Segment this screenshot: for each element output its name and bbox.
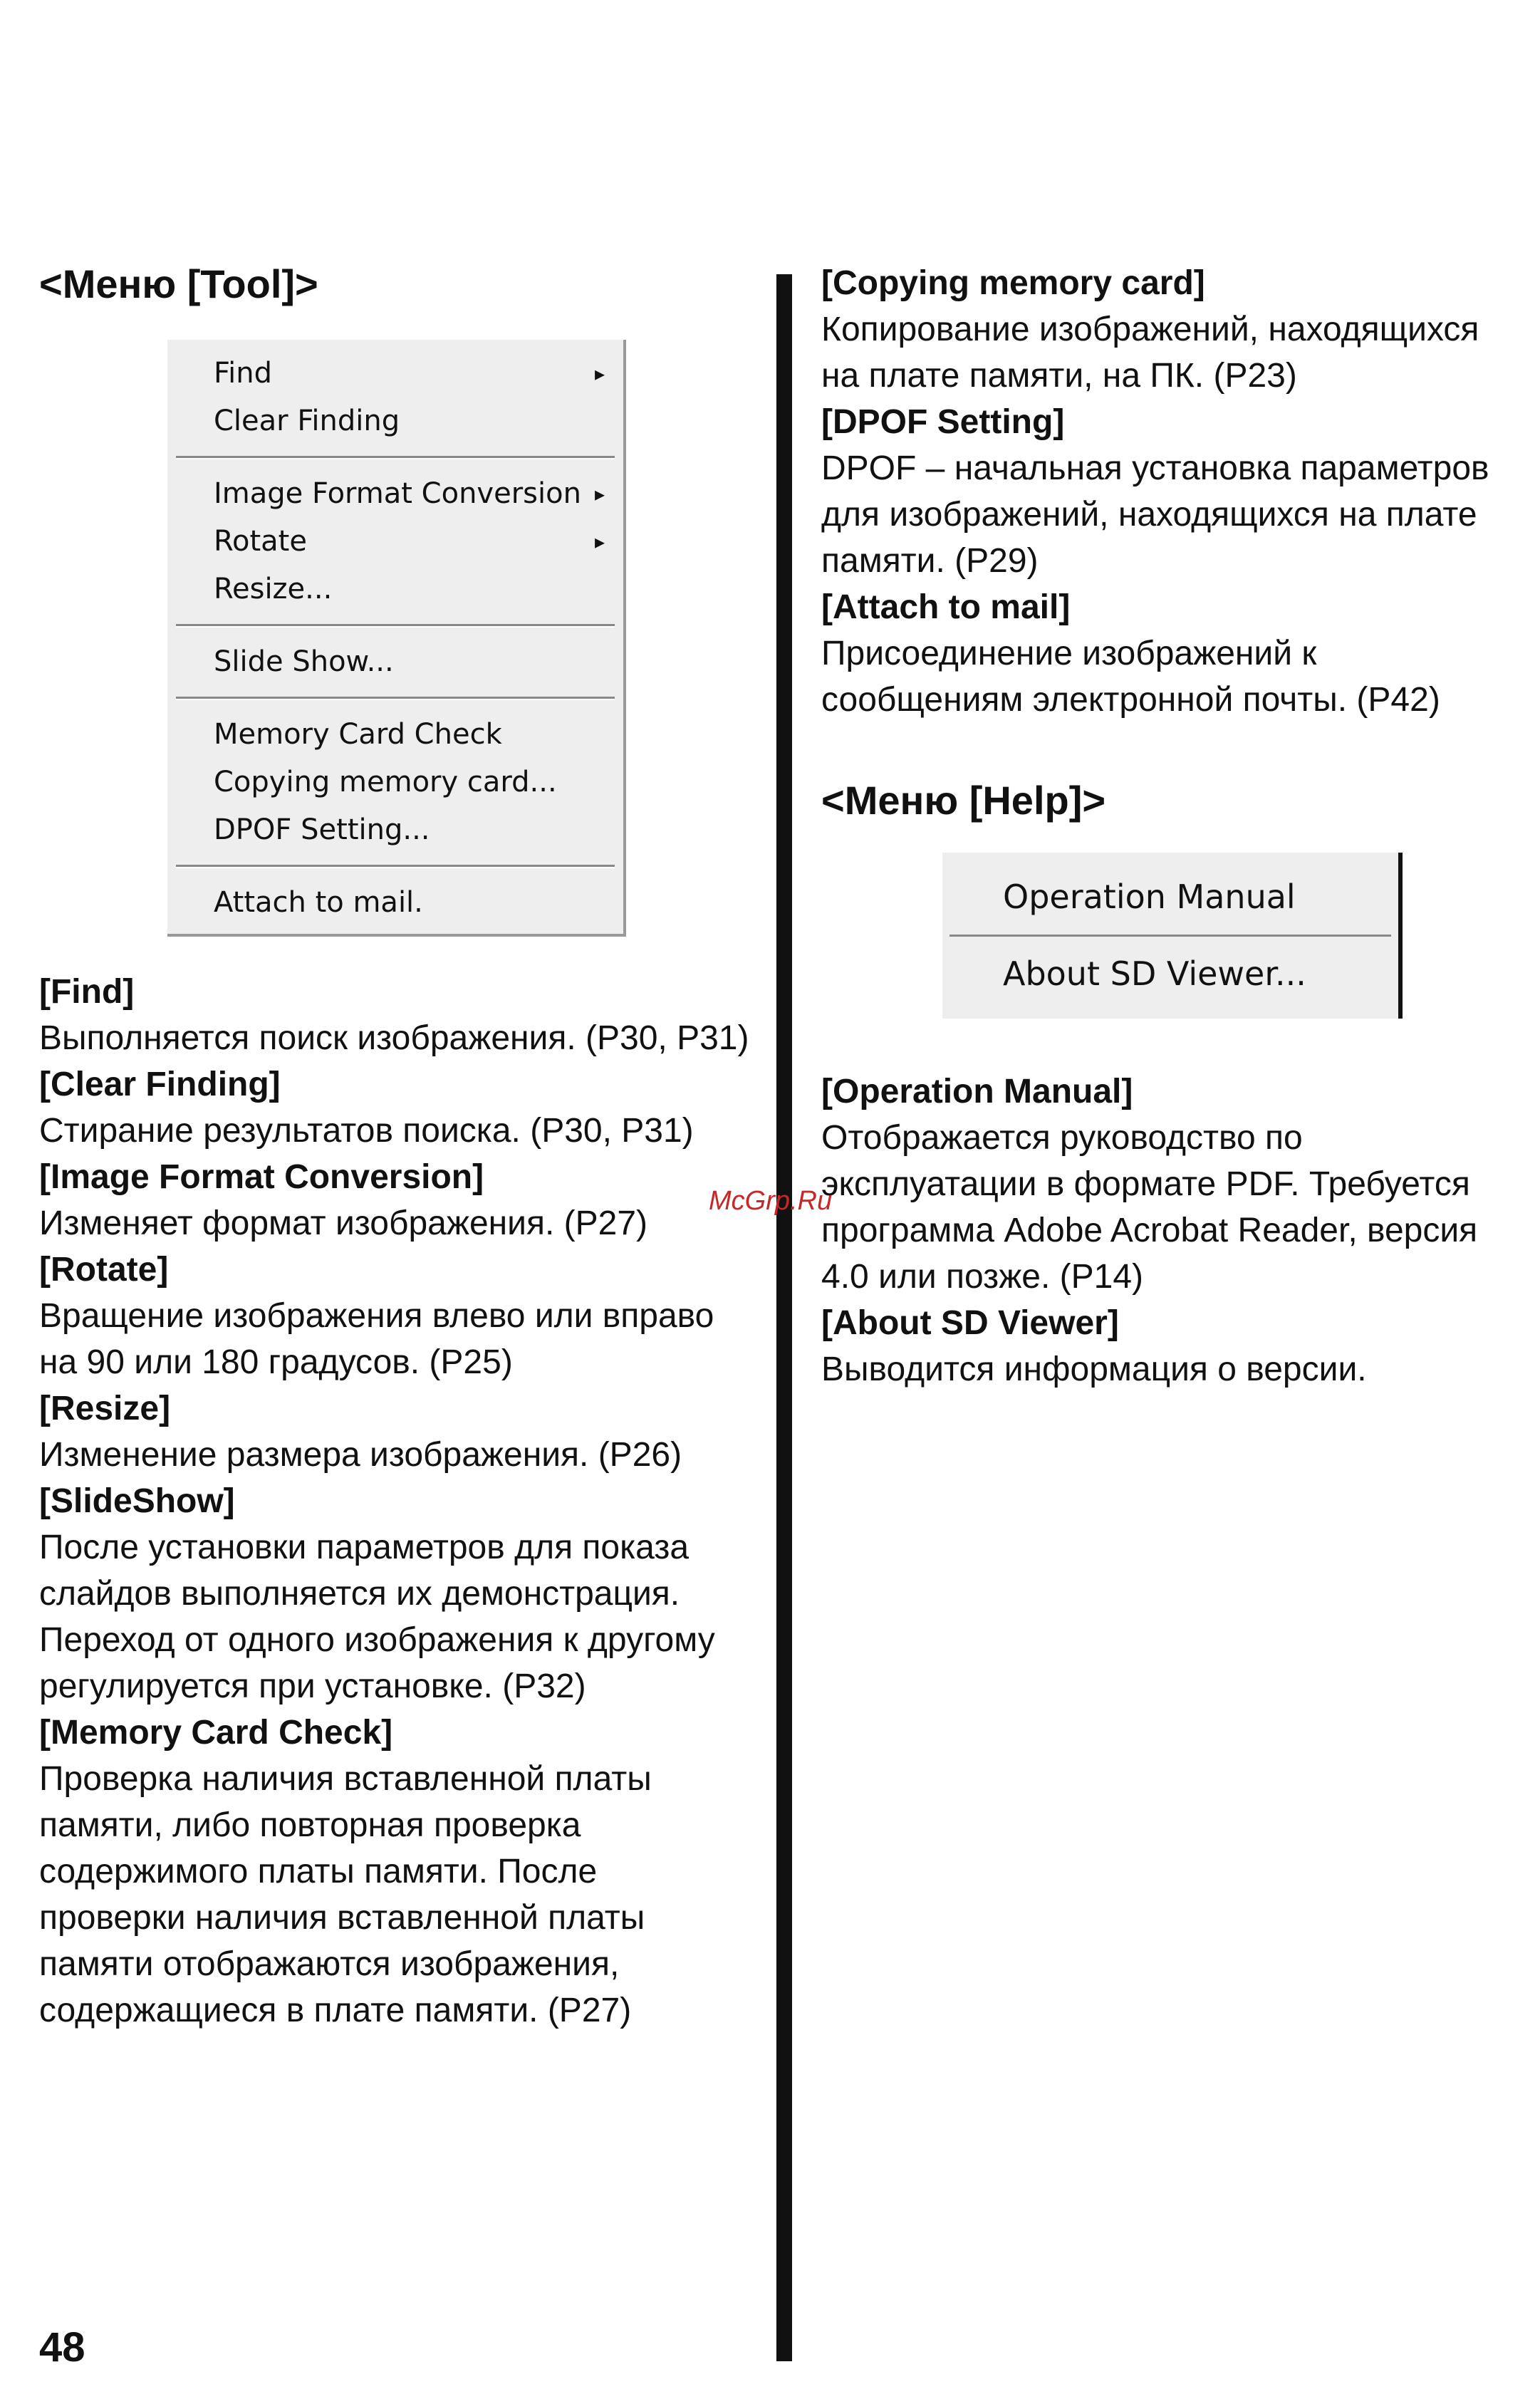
tool-menu-title: <Меню [Tool]> xyxy=(39,261,318,306)
entry-title: [Memory Card Check] xyxy=(39,1714,393,1752)
help-menu-item[interactable]: About SD Viewer... xyxy=(1003,954,1306,994)
menu-separator xyxy=(176,456,615,459)
menu-item[interactable] xyxy=(167,470,623,518)
entry-title: [Image Format Conversion] xyxy=(39,1158,484,1197)
entry-text: Отображается руководство по эксплуатации в формате PDF. Требуется программа Adobe Acrobat Reader, версия 4.0 или позже. (P14) xyxy=(821,1119,1478,1296)
menu-separator xyxy=(176,865,615,868)
menu-item[interactable] xyxy=(167,350,623,397)
menu-item-label: DPOF Setting... xyxy=(214,813,430,847)
entry-text: Изменение размера изображения. (P26) xyxy=(39,1436,682,1474)
menu-separator xyxy=(176,624,615,628)
menu-item[interactable] xyxy=(167,711,623,759)
entry-text: Стирание результатов поиска. (P30, P31) xyxy=(39,1112,694,1150)
entry-title: [Resize] xyxy=(39,1390,171,1428)
menu-item[interactable] xyxy=(167,638,623,686)
menu-item-label: Memory Card Check xyxy=(214,718,502,751)
menu-item[interactable] xyxy=(167,879,623,927)
help-menu-title: <Меню [Help]> xyxy=(821,778,1106,823)
entry-title: [DPOF Setting] xyxy=(821,403,1065,441)
entry-text: Вращение изображения влево или вправо на 90 или 180 градусов. (P25) xyxy=(39,1297,714,1382)
entry-title: [Copying memory card] xyxy=(821,264,1205,302)
menu-item-label: Find xyxy=(214,357,272,390)
menu-item-label: Rotate xyxy=(214,525,307,558)
right-entries xyxy=(821,260,1519,723)
entry-title: [Find] xyxy=(39,973,135,1011)
tool-menu-screenshot xyxy=(167,340,626,937)
left-entries xyxy=(39,969,751,2034)
menu-item-label: Slide Show... xyxy=(214,645,394,679)
menu-item-label: Attach to mail. xyxy=(214,886,423,920)
entry-text: DPOF – начальная установка параметров для изображений, находящихся на плате памяти. (P29) xyxy=(821,449,1489,580)
menu-item-label: Clear Finding xyxy=(214,405,400,438)
submenu-arrow-icon: ▸ xyxy=(594,362,605,386)
entry-text: После установки параметров для показа слайдов выполняется их демонстрация. Переход от одного изображения к другому регулируется при установке. (P32) xyxy=(39,1529,715,1706)
entry-text: Выполняется поиск изображения. (P30, P31) xyxy=(39,1019,749,1058)
menu-item[interactable] xyxy=(167,566,623,613)
entry-title: [About SD Viewer] xyxy=(821,1304,1119,1343)
entry-title: [Operation Manual] xyxy=(821,1073,1133,1111)
entry-text: Копирование изображений, находящихся на плате памяти, на ПК. (P23) xyxy=(821,311,1479,395)
column-divider xyxy=(776,274,792,2361)
entry-title: [Clear Finding] xyxy=(39,1066,281,1104)
right-column xyxy=(821,260,1519,1393)
entry-text: Присоединение изображений к сообщениям электронной почты. (P42) xyxy=(821,635,1440,719)
entry-text: Изменяет формат изображения. (P27) xyxy=(39,1204,647,1243)
submenu-arrow-icon: ▸ xyxy=(594,482,605,506)
menu-item[interactable] xyxy=(167,397,623,445)
right-entries-help xyxy=(821,1068,1519,1393)
menu-item-label: Resize... xyxy=(214,573,333,606)
menu-item[interactable] xyxy=(167,518,623,566)
entry-title: [Rotate] xyxy=(39,1251,169,1289)
watermark: McGrp.Ru xyxy=(709,1186,833,1216)
entry-text: Выводится информация о версии. xyxy=(821,1351,1367,1389)
menu-separator xyxy=(176,697,615,700)
entry-text: Проверка наличия вставленной платы памяти, либо повторная проверка содержимого платы памяти. После проверки наличия вставленной платы памяти отображаются изображения, содержащиеся в плате памяти. (P27) xyxy=(39,1760,652,2030)
menu-item-label: Image Format Conversion xyxy=(214,477,581,511)
help-menu-item[interactable]: Operation Manual xyxy=(1003,878,1296,917)
menu-item-label: Copying memory card... xyxy=(214,766,557,799)
left-column xyxy=(39,260,751,2034)
page-number: 48 xyxy=(39,2324,85,2371)
entry-title: [Attach to mail] xyxy=(821,588,1071,626)
submenu-arrow-icon: ▸ xyxy=(594,530,605,554)
menu-item[interactable] xyxy=(167,759,623,806)
menu-item[interactable] xyxy=(167,806,623,854)
help-menu-screenshot xyxy=(942,853,1403,1019)
entry-title: [SlideShow] xyxy=(39,1482,235,1521)
